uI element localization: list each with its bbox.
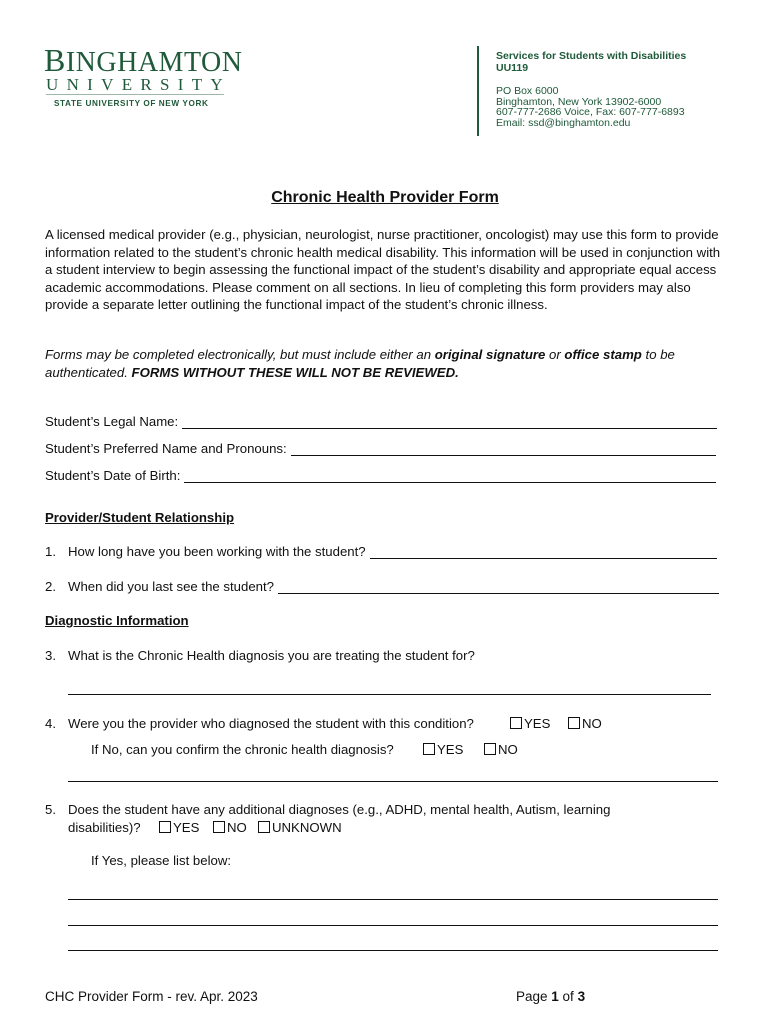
q5-answer-line-3[interactable]: [68, 950, 718, 951]
university-logo-wordmark: BINGHAMTON: [44, 42, 243, 78]
q5-no-option[interactable]: NO: [213, 820, 247, 835]
office-room: UU119: [496, 62, 529, 74]
preferred-name-field: [45, 441, 716, 456]
checkbox[interactable]: [258, 821, 270, 833]
university-logo-subtitle: UNIVERSITY: [46, 75, 231, 94]
preferred-name-input-line[interactable]: [291, 441, 716, 456]
q5-unknown-option[interactable]: UNKNOWN: [258, 820, 342, 835]
preferred-name-label: Student’s Preferred Name and Pronouns:: [45, 441, 287, 456]
dob-input-line[interactable]: [184, 468, 716, 483]
q5-yes-option[interactable]: YES: [159, 820, 199, 835]
contact-email: Email: ssd@binghamton.edu: [496, 116, 631, 129]
section-relationship: Provider/Student Relationship: [45, 510, 235, 525]
q3-answer-line[interactable]: [68, 694, 711, 695]
legal-name-input-line[interactable]: [182, 414, 717, 429]
checkbox[interactable]: [484, 743, 496, 755]
q4-sub-yes-option[interactable]: YES: [423, 742, 463, 757]
q2-input-line[interactable]: [278, 579, 719, 594]
footer-page-number: Page 1 of 3: [516, 989, 586, 1004]
question-3: 3. What is the Chronic Health diagnosis you are treating the student for?: [45, 648, 475, 663]
phone-fax: 607-777-2686 Voice, Fax: 607-777-6893: [496, 106, 685, 118]
checkbox[interactable]: [159, 821, 171, 833]
header-divider: [477, 46, 479, 136]
checkbox[interactable]: [568, 717, 580, 729]
logo-suny-text: STATE UNIVERSITY OF NEW YORK: [54, 99, 209, 108]
q4-no-option[interactable]: NO: [568, 716, 602, 731]
form-title: Chronic Health Provider Form: [271, 189, 499, 206]
dob-field: [45, 468, 716, 483]
q4-sub-question: If No, can you confirm the chronic health diagnosis?: [91, 742, 394, 757]
question-4: 4. Were you the provider who diagnosed the student with this condition?: [45, 716, 474, 731]
q1-input-line[interactable]: [370, 544, 717, 559]
checkbox[interactable]: [423, 743, 435, 755]
section-diagnostic: Diagnostic Information: [45, 613, 189, 628]
legal-name-field: [45, 414, 717, 429]
q5-answer-line-2[interactable]: [68, 925, 718, 926]
q4-sub-no-option[interactable]: NO: [484, 742, 518, 757]
question-2: 2. When did you last see the student?: [45, 579, 719, 594]
question-5-continued: disabilities)?: [68, 820, 141, 835]
checkbox[interactable]: [213, 821, 225, 833]
question-1: 1. How long have you been working with the student?: [45, 544, 717, 559]
dob-label: Student’s Date of Birth:: [45, 468, 181, 483]
q4-answer-line[interactable]: [68, 781, 718, 782]
q4-yes-option[interactable]: YES: [510, 716, 550, 731]
po-box: PO Box 6000: [496, 85, 559, 97]
question-5: 5. Does the student have any additional diagnoses (e.g., ADHD, mental health, Autism, learning: [45, 802, 611, 817]
authentication-notice: Forms may be completed electronically, but must include either an original signature or office stamp to be authenticated. FORMS WITHOUT THESE WILL NOT BE REVIEWED.: [45, 347, 675, 380]
city-address: Binghamton, New York 13902-6000: [496, 95, 662, 108]
legal-name-label: Student’s Legal Name:: [45, 414, 179, 429]
q5-sub-question: If Yes, please list below:: [91, 853, 232, 868]
form-intro: A licensed medical provider (e.g., physician, neurologist, nurse practitioner, oncologist) may use this form to provide information related to the student’s chronic health medical disability. This information will be used in conjunction with a student interview to begin assessing the functional impact of the student’s disability and appropriate equal access academic accommodations. Please comment on all sections. In lieu of completing this form providers may also provide a separate letter outlining the functional impact of the student’s chronic illness.: [45, 227, 721, 312]
checkbox[interactable]: [510, 717, 522, 729]
office-name: Services for Students with Disabilities: [496, 50, 687, 62]
logo-divider: [46, 94, 224, 95]
office-contact-block: [496, 50, 686, 128]
footer-form-revision: CHC Provider Form - rev. Apr. 2023: [45, 989, 258, 1004]
q5-answer-line-1[interactable]: [68, 899, 718, 900]
